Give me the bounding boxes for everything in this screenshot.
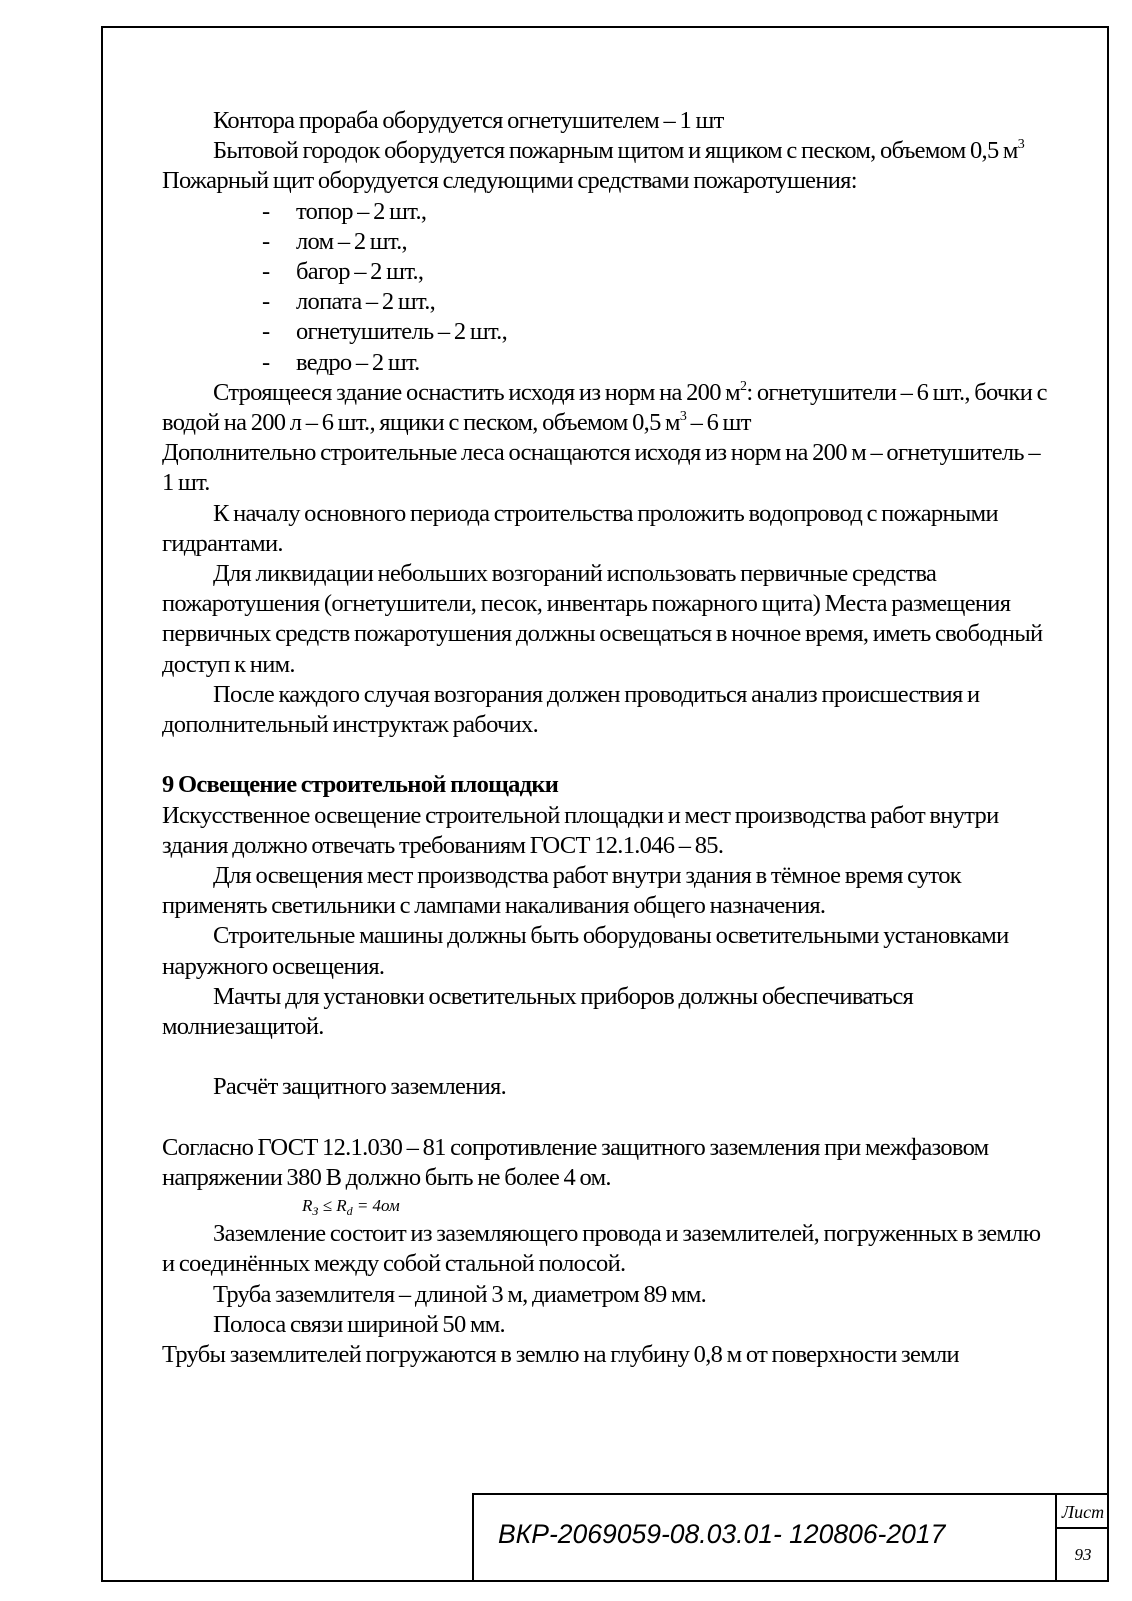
paragraph: Трубы заземлителей погружаются в землю на глубину 0,8 м от поверхности земли [162, 1341, 959, 1369]
paragraph: К началу основного периода строительства проложить водопровод с пожарными гидрантами. [162, 499, 998, 557]
paragraph: Мачты для установки осветительных приборов должны обеспечиваться молниезащитой. [162, 982, 914, 1041]
list-item: - огнетушитель – 2 шт., [262, 318, 508, 346]
title-block [472, 1493, 1109, 1582]
paragraph: Для ликвидации небольших возгораний использовать первичные средства пожаротушения (огнетушители, песок, инвентарь пожарного щита) Места размещения первичных средств пожаротушения должны освещаться в ночное время, иметь свободный доступ к ним. [162, 560, 1043, 678]
list-item: - багор – 2 шт., [262, 258, 424, 286]
sheet-cell [1055, 1495, 1109, 1582]
paragraph: Полоса связи шириной 50 мм. [213, 1310, 505, 1338]
list-item: - лопата – 2 шт., [262, 288, 436, 316]
paragraph: Строящееся здание оснастить исходя из норм на 200 $м^2$: огнетушители – 6 шт., бочки с водой на 200 л – 6 шт., ящики с песком, объемом 0,5 $м^3 - 6$ шт [162, 378, 1047, 437]
subsection-title: Расчёт защитного заземления. [213, 1073, 507, 1101]
paragraph: Строительные машины должны быть оборудованы осветительными установками наружного освещения. [162, 922, 1009, 980]
document-body [162, 106, 1052, 1370]
paragraph: Для освещения мест производства работ внутри здания в тёмное время суток применять светильники с лампами накаливания общего назначения. [162, 862, 961, 920]
list-item: - ведро – 2 шт. [262, 348, 420, 376]
paragraph: Искусственное освещение строительной площадки и мест производства работ внутри здания должно отвечать требованиям ГОСТ 12.1.046 – 85. [162, 801, 999, 859]
list-item: - топор – 2 шт., [262, 197, 427, 225]
paragraph: Заземление состоит из заземляющего провода и заземлителей, погруженных в землю и соединённых между собой стальной полосой. [162, 1220, 1041, 1278]
paragraph: Дополнительно строительные леса оснащаются исходя из норм на 200 м – огнетушитель – 1 шт. [162, 439, 1040, 497]
paragraph: После каждого случая возгорания должен проводиться анализ происшествия и дополнительный инструктаж рабочих. [162, 680, 980, 739]
paragraph: Согласно ГОСТ 12.1.030 – 81 сопротивление защитного заземления при межфазовом напряжении 380 В должно быть не более 4 ом. [162, 1133, 989, 1192]
document-code: ВКР-2069059-08.03.01- 120806-2017 [498, 1519, 946, 1549]
paragraph: Бытовой городок оборудуется пожарным щитом и ящиком с песком, объемом 0,5 $м^3$ Пожарный щит оборудуется следующими средствами пожаротушения: [162, 137, 1025, 195]
list-item: - лом – 2 шт., [262, 227, 407, 255]
sheet-number: 93 [1074, 1545, 1092, 1564]
formula: $R_З \le R_d = 4ом$ [302, 1196, 400, 1219]
sheet-label: Лист [1057, 1495, 1109, 1529]
paragraph: Контора прораба оборудуется огнетушителем – 1 шт [213, 107, 724, 134]
section-heading: 9 Освещение строительной площадки [162, 771, 559, 799]
paragraph: Труба заземлителя – длиной 3 м, диаметром 89 мм. [213, 1280, 707, 1308]
